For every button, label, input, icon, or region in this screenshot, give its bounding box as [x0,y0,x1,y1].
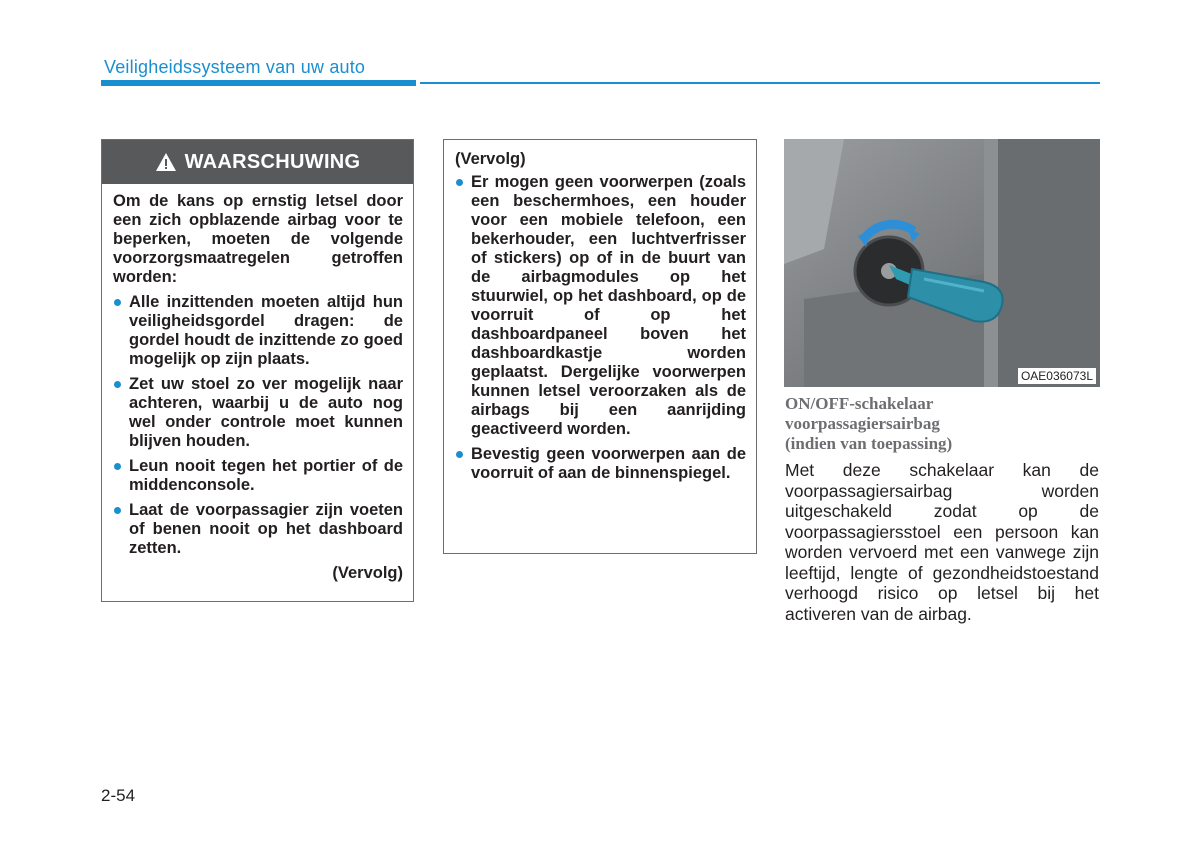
switch-section-title: ON/OFF-schakelaar voorpassagiersairbag (indien van toepassing) [785,394,953,453]
switch-section-body: Met deze schakelaar kan de voorpassagiersairbag worden uitgeschakeld zodat op de voorpassagiersstoel een persoon kan worden vervoerd met een vanwege zijn leeftijd, lengte of gezondheidstoestand verhoogd risico op letsel bij het activeren van de airbag. [785,460,1099,624]
warning-body [102,184,413,583]
header-rule-thick [101,80,416,86]
bullet-icon [456,451,463,458]
continuation-label: (Vervolg) [455,150,526,168]
bullet-icon [114,381,121,388]
figure-caption: OAE036073L [1018,368,1096,384]
warning-intro: Om de kans op ernstig letsel door een zich opblazende airbag voor te beperken, moeten de volgende voorzorgsmaatregelen getroffen worden: [113,192,403,286]
airbag-switch-illustration [784,139,1100,387]
warning-list [113,293,403,558]
list-item: Laat de voorpassagier zijn voeten of benen nooit op het dashboard zetten. [113,501,403,558]
warning-title: WAARSCHUWING [184,150,361,173]
bullet-icon [114,299,121,306]
bullet-icon [114,463,121,470]
list-item: Alle inzittenden moeten altijd hun veiligheidsgordel dragen: de gordel houdt de inzittende zo goed mogelijk op zijn plaats. [113,293,403,369]
key-switch-icon [784,139,1100,387]
header-rule-thin [420,82,1100,84]
section-title: Veiligheidssysteem van uw auto [104,57,366,77]
list-item: Zet uw stoel zo ver mogelijk naar achteren, waarbij u de auto nog wel onder controle moet kunnen blijven houden. [113,375,403,451]
continuation-box [443,139,757,554]
bullet-icon [456,179,463,186]
continuation-list [455,173,746,483]
page-number: 2-54 [101,786,136,805]
continued-label: (Vervolg) [332,564,403,582]
warning-header [102,140,413,184]
warning-triangle-icon [155,152,177,172]
warning-box [101,139,414,602]
list-item: Er mogen geen voorwerpen (zoals een beschermhoes, een houder voor een mobiele telefoon, een bekerhouder, een luchtverfrisser of stickers) op of in de buurt van de airbagmodules op het stuurwiel, op het dashboard, op de voorruit of op het dashboardpaneel boven het dashboardkastje worden geplaatst. Dergelijke voorwerpen kunnen letsel veroorzaken als de airbags bij een aanrijding geactiveerd worden. [455,173,746,439]
list-item: Bevestig geen voorwerpen aan de voorruit of aan de binnenspiegel. [455,445,746,483]
bullet-icon [114,507,121,514]
list-item: Leun nooit tegen het portier of de middenconsole. [113,457,403,495]
